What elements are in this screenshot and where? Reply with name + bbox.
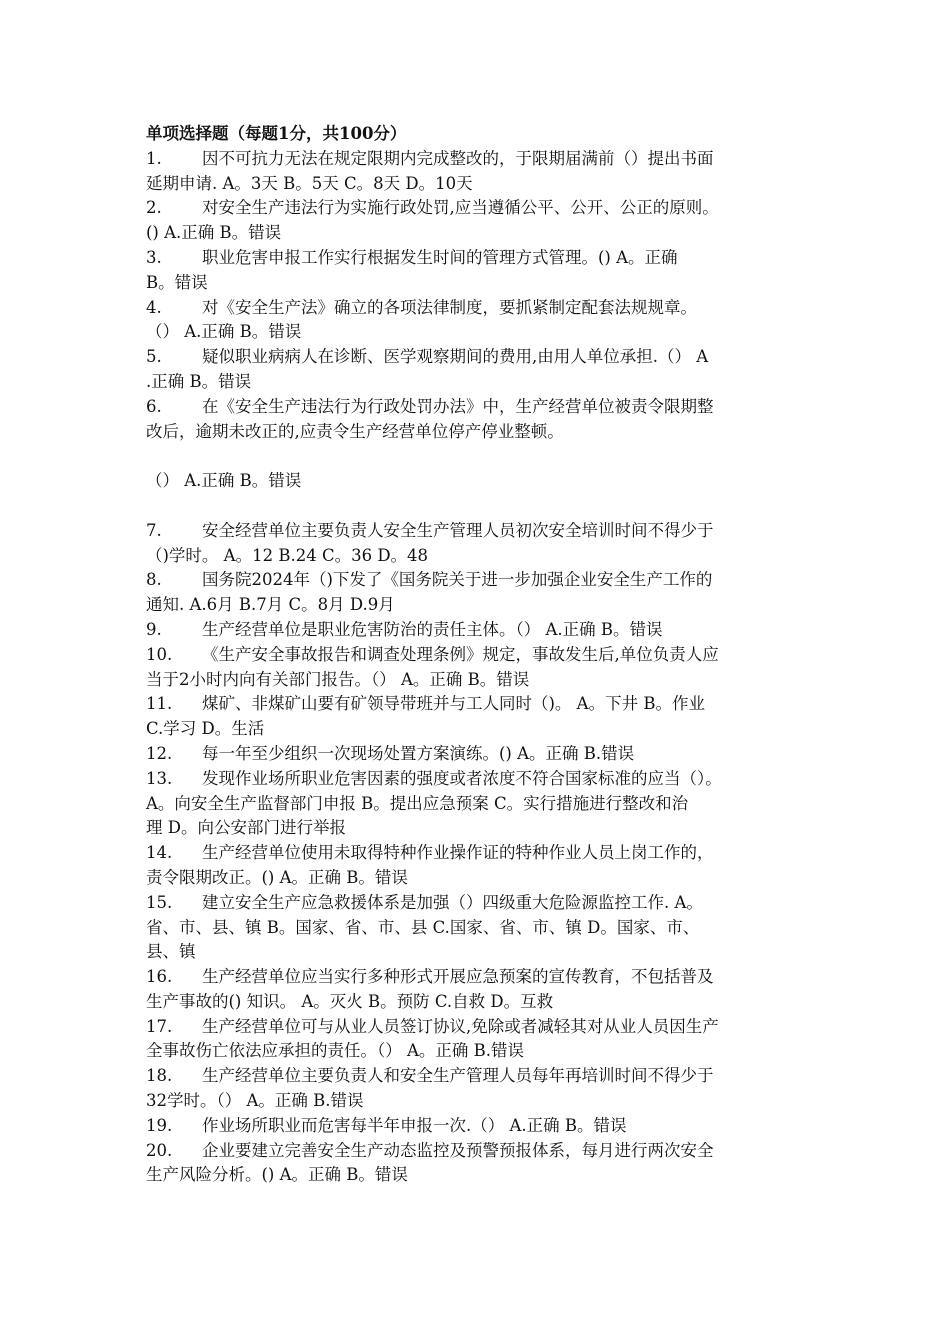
question-line xyxy=(146,767,810,792)
question-line xyxy=(146,717,810,742)
question-line xyxy=(146,345,810,370)
question-text: 生产经营单位可与从业人员签订协议,免除或者减轻其对从业人员因生产 xyxy=(202,1016,719,1036)
question-text: 责令限期改正。() A。正确 B。错误 xyxy=(146,867,408,887)
question-line xyxy=(146,990,810,1015)
question-item xyxy=(146,965,810,1015)
question-item xyxy=(146,345,810,395)
question-item xyxy=(146,643,810,693)
question-item xyxy=(146,618,810,643)
question-item xyxy=(146,1064,810,1114)
question-line xyxy=(146,891,810,916)
question-text: 生产经营单位是职业危害防治的责任主体。（） A.正确 B。错误 xyxy=(202,619,663,639)
question-text: 生产经营单位使用未取得特种作业操作证的特种作业人员上岗工作的， xyxy=(202,843,714,863)
question-line xyxy=(146,1114,810,1139)
question-line xyxy=(146,841,810,866)
question-line xyxy=(146,1163,810,1188)
question-number: 3. xyxy=(146,247,162,267)
question-number: 13. xyxy=(146,768,173,788)
question-text: 对安全生产违法行为实施行政处罚,应当遵循公平、公开、公正的原则。 xyxy=(202,198,719,218)
question-item xyxy=(146,395,810,519)
question-line xyxy=(146,246,810,271)
question-text: 延期申请. A。3天 B。5天 C。8天 D。10天 xyxy=(146,173,473,193)
question-item xyxy=(146,1015,810,1065)
question-line xyxy=(146,395,810,420)
question-line xyxy=(146,221,810,246)
question-item xyxy=(146,568,810,618)
question-line xyxy=(146,519,810,544)
question-text: 疑似职业病病人在诊断、医学观察期间的费用,由用人单位承担.（） A xyxy=(202,347,709,367)
question-line xyxy=(146,1089,810,1114)
question-item xyxy=(146,767,810,841)
question-text: 煤矿、非煤矿山要有矿领导带班并与工人同时（)。 A。下井 B。作业 xyxy=(202,694,705,714)
question-text: 建立安全生产应急救援体系是加强（）四级重大危险源监控工作. A。 xyxy=(202,892,703,912)
question-text: 当于2小时内向有关部门报告。（） A。正确 B。错误 xyxy=(146,669,530,689)
question-number: 18. xyxy=(146,1066,173,1086)
question-line xyxy=(146,618,810,643)
question-text: 在《安全生产违法行为行政处罚办法》中，生产经营单位被责令限期整 xyxy=(202,396,714,416)
question-number: 4. xyxy=(146,297,162,317)
question-number: 5. xyxy=(146,347,162,367)
question-line xyxy=(146,742,810,767)
question-text: 生产事故的() 知识。 A。灭火 B。预防 C.自救 D。互救 xyxy=(146,991,554,1011)
question-item xyxy=(146,147,810,197)
question-line xyxy=(146,568,810,593)
question-text: .正确 B。错误 xyxy=(146,371,252,391)
question-line xyxy=(146,370,810,395)
question-line xyxy=(146,792,810,817)
question-text: A。向安全生产监督部门申报 B。提出应急预案 C。实行措施进行整改和治 xyxy=(146,793,689,813)
question-item xyxy=(146,1114,810,1139)
question-text: 企业要建立完善安全生产动态监控及预警预报体系，每月进行两次安全 xyxy=(202,1140,714,1160)
question-line xyxy=(146,172,810,197)
question-line xyxy=(146,643,810,668)
question-text: （） A.正确 B。错误 xyxy=(146,322,302,342)
question-text: 全事故伤亡依法应承担的责任。（） A。正确 B.错误 xyxy=(146,1041,525,1061)
question-line xyxy=(146,296,810,321)
question-text: B。错误 xyxy=(146,272,208,292)
question-text: 安全经营单位主要负责人安全生产管理人员初次安全培训时间不得少于 xyxy=(202,520,714,540)
question-text: 省、市、县、镇 B。国家、省、市、县 C.国家、省、市、镇 D。国家、市、 xyxy=(146,917,700,937)
question-line xyxy=(146,593,810,618)
question-line xyxy=(146,965,810,990)
question-text: 《生产安全事故报告和调查处理条例》规定，事故发生后,单位负责人应 xyxy=(202,644,719,664)
question-number: 11. xyxy=(146,694,173,714)
blank-line xyxy=(146,444,810,469)
question-list xyxy=(146,147,810,1188)
question-line xyxy=(146,420,810,445)
question-line xyxy=(146,816,810,841)
question-number: 12. xyxy=(146,743,173,763)
question-line xyxy=(146,916,810,941)
question-line xyxy=(146,668,810,693)
question-text: 作业场所职业而危害每半年申报一次.（） A.正确 B。错误 xyxy=(202,1115,627,1135)
question-line xyxy=(146,866,810,891)
question-item xyxy=(146,841,810,891)
question-text: 生产经营单位应当实行多种形式开展应急预案的宣传教育，不包括普及 xyxy=(202,967,714,987)
question-line xyxy=(146,1015,810,1040)
question-line xyxy=(146,940,810,965)
question-line xyxy=(146,1139,810,1164)
question-number: 6. xyxy=(146,396,162,416)
question-number: 1. xyxy=(146,148,162,168)
blank-line xyxy=(146,494,810,519)
question-line xyxy=(146,692,810,717)
question-number: 8. xyxy=(146,570,162,590)
question-text: 生产风险分析。() A。正确 B。错误 xyxy=(146,1165,408,1185)
question-number: 7. xyxy=(146,520,162,540)
question-text: 职业危害申报工作实行根据发生时间的管理方式管理。() A。正确 xyxy=(202,247,678,267)
question-text: 因不可抗力无法在规定限期内完成整改的，于限期届满前（）提出书面 xyxy=(202,148,714,168)
question-text: 发现作业场所职业危害因素的强度或者浓度不符合国家标准的应当（）。 xyxy=(202,768,722,788)
question-line xyxy=(146,147,810,172)
question-number: 14. xyxy=(146,843,173,863)
question-number: 9. xyxy=(146,619,162,639)
question-line xyxy=(146,469,810,494)
question-text: 改后，逾期未改正的,应责令生产经营单位停产停业整顿。 xyxy=(146,421,564,441)
question-text: 国务院2024年（)下发了《国务院关于进一步加强企业安全生产工作的 xyxy=(202,570,713,590)
question-number: 2. xyxy=(146,198,162,218)
question-number: 16. xyxy=(146,967,173,987)
question-text: 每一年至少组织一次现场处置方案演练。() A。正确 B.错误 xyxy=(202,743,635,763)
question-text: 县、镇 xyxy=(146,942,196,962)
question-text: 32学时。（） A。正确 B.错误 xyxy=(146,1091,364,1111)
question-text: （)学时。 A。12 B.24 C。36 D。48 xyxy=(146,545,429,565)
question-text: （） A.正确 B。错误 xyxy=(146,471,302,491)
question-item xyxy=(146,1139,810,1189)
question-line xyxy=(146,271,810,296)
question-item xyxy=(146,692,810,742)
question-number: 19. xyxy=(146,1115,173,1135)
document-body xyxy=(146,122,810,1188)
question-item xyxy=(146,246,810,296)
question-text: 通知. A.6月 B.7月 C。8月 D.9月 xyxy=(146,595,395,615)
question-text: C.学习 D。生活 xyxy=(146,719,265,739)
question-line xyxy=(146,320,810,345)
question-item xyxy=(146,296,810,346)
question-number: 10. xyxy=(146,644,173,664)
section-heading: 单项选择题（每题1分，共100分） xyxy=(146,124,407,143)
question-line xyxy=(146,544,810,569)
question-item xyxy=(146,196,810,246)
question-text: 生产经营单位主要负责人和安全生产管理人员每年再培训时间不得少于 xyxy=(202,1066,714,1086)
question-line xyxy=(146,1064,810,1089)
question-number: 15. xyxy=(146,892,173,912)
question-number: 20. xyxy=(146,1140,173,1160)
question-text: () A.正确 B。错误 xyxy=(146,223,282,243)
question-item xyxy=(146,742,810,767)
question-item xyxy=(146,519,810,569)
question-line xyxy=(146,196,810,221)
question-line xyxy=(146,1039,810,1064)
question-text: 理 D。向公安部门进行举报 xyxy=(146,818,346,838)
question-item xyxy=(146,891,810,965)
question-text: 对《安全生产法》确立的各项法律制度，要抓紧制定配套法规规章。 xyxy=(202,297,697,317)
question-number: 17. xyxy=(146,1016,173,1036)
